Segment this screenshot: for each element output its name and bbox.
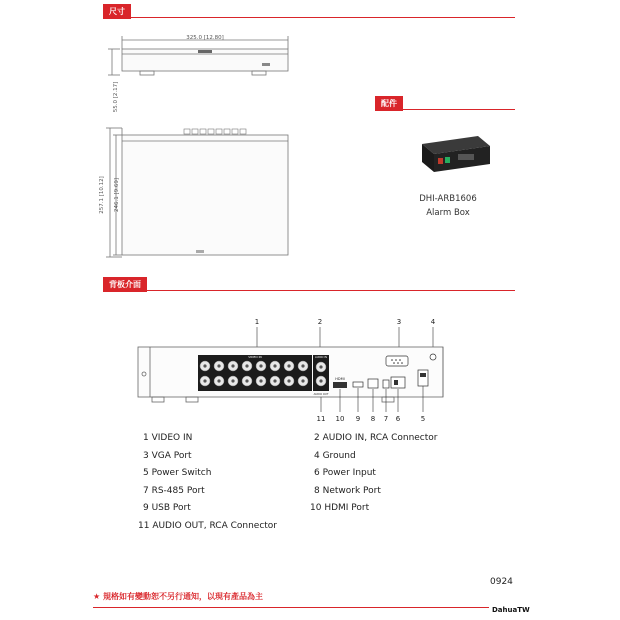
legend-item: 7 RS-485 Port (143, 486, 205, 496)
depth-outer-label: 257.1 [10.12] (99, 176, 105, 214)
accessory-model: DHI-ARB1606 (419, 194, 477, 204)
legend-item: 5 Power Switch (143, 468, 212, 478)
rear-panel-drawing (0, 300, 620, 440)
video-in-block (198, 355, 312, 391)
legend-item: 6 Power Input (314, 468, 376, 478)
rs485-port (383, 380, 389, 388)
legend-item: 1 VIDEO IN (143, 433, 193, 443)
dimension-drawing (0, 0, 620, 270)
rear-ports-outline (184, 129, 246, 134)
hdmi-label: HDMI (335, 377, 345, 381)
width-dimension-label: 325.0 [12.80] (186, 35, 224, 41)
callout-8: 8 (370, 415, 376, 423)
callout-6: 6 (395, 415, 401, 423)
network-port (368, 379, 378, 388)
callout-11: 11 (316, 415, 326, 423)
legend-item: 11 AUDIO OUT, RCA Connector (138, 521, 278, 531)
audio-in-label: AUDIO IN (314, 356, 328, 359)
top-view (106, 128, 288, 257)
callout-10: 10 (335, 415, 345, 423)
video-in-label: VIDEO IN (248, 355, 262, 359)
legend-item: 2 AUDIO IN, RCA Connector (314, 433, 438, 443)
legend-item: 8 Network Port (314, 486, 381, 496)
depth-inner-label: 246.1 [9.69] (114, 177, 120, 213)
accessories-rule (375, 109, 515, 110)
power-switch (418, 370, 428, 386)
vga-port (386, 356, 408, 366)
ground-terminal (430, 354, 436, 360)
audio-out-label: AUDIO OUT (313, 393, 329, 396)
callout-7: 7 (383, 415, 389, 423)
callout-4: 4 (430, 318, 436, 326)
callout-2: 2 (317, 318, 323, 326)
legend-item: 10 HDMI Port (310, 503, 370, 513)
height-dimension-label: 55.0 [2.17] (113, 81, 119, 113)
dimensions-tag: 尺寸 (103, 4, 131, 19)
rear-panel-rule (103, 290, 515, 291)
callout-9: 9 (355, 415, 361, 423)
accessory-name: Alarm Box (426, 208, 470, 218)
brand-name: DahuaTW (492, 606, 530, 614)
usb-port (353, 382, 363, 387)
footer-rule (93, 607, 489, 608)
alarm-box-image (408, 132, 498, 182)
callout-3: 3 (396, 318, 402, 326)
disclaimer-notice: ★ 規格如有變動恕不另行通知，以現有產品為主 (93, 592, 263, 601)
legend-item: 4 Ground (314, 451, 356, 461)
hdmi-port (333, 382, 347, 388)
callout-1: 1 (254, 318, 260, 326)
rear-panel-tag: 背板介面 (103, 277, 147, 292)
callout-5: 5 (420, 415, 426, 423)
legend-item: 3 VGA Port (143, 451, 192, 461)
front-view (108, 36, 288, 75)
accessories-tag: 配件 (375, 96, 403, 111)
legend-item: 9 USB Port (143, 503, 191, 513)
document-code: 0924 (490, 577, 513, 587)
